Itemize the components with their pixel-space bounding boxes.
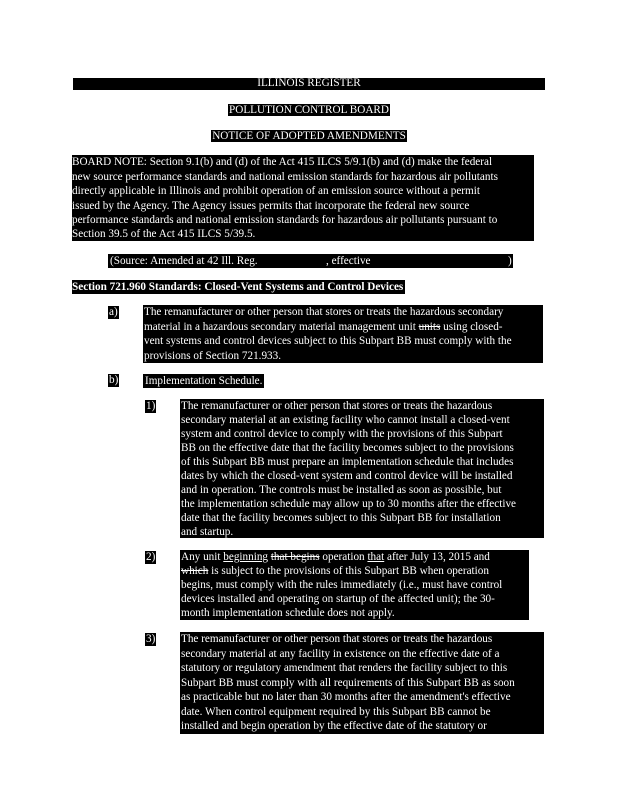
para-b1-line: The remanufacturer or other person that stores or treats the hazardous bbox=[181, 400, 493, 412]
struck-text: that begins bbox=[270, 551, 320, 563]
board-note-line: issued by the Agency. The Agency issues permits that incorporate the federal new source bbox=[72, 199, 470, 212]
board-note-line: new source performance standards and national emission standards for hazardous air pollutants bbox=[72, 170, 498, 183]
paragraph-b3 bbox=[180, 632, 544, 734]
para-a-line: vent systems and control devices subject to this Subpart BB must comply with the bbox=[144, 335, 512, 347]
para-b1-label: 1) bbox=[146, 400, 156, 412]
board-title-text: POLLUTION CONTROL BOARD bbox=[229, 104, 389, 116]
source-end: ) bbox=[508, 255, 512, 267]
para-b2-line: begins, must comply with the rules immediately (i.e., must have control bbox=[181, 579, 503, 591]
para-a-text: material in a hazardous secondary material management unit bbox=[144, 320, 419, 333]
source-start: (Source: Amended at 42 Ill. Reg. bbox=[110, 255, 258, 267]
notice-title-text: NOTICE OF ADOPTED AMENDMENTS bbox=[212, 130, 406, 142]
source-note bbox=[108, 254, 513, 268]
source-middle: , effective bbox=[326, 255, 371, 267]
board-note bbox=[72, 155, 534, 241]
board-note-line: performance standards and national emission standards for hazardous air pollutants pursuant to bbox=[72, 214, 498, 226]
para-b3-line: Subpart BB must comply with all requirements of this Subpart BB as soon bbox=[181, 676, 515, 689]
para-b-label: b) bbox=[109, 374, 119, 386]
register-title: ILLINOIS REGISTER bbox=[257, 77, 361, 89]
para-b1-line: date that the facility becomes subject to this Subpart BB for installation bbox=[181, 512, 501, 524]
para-b1-line: dates by which the closed-vent system and control device will be installed bbox=[181, 470, 513, 482]
board-note-line: BOARD NOTE: Section 9.1(b) and (d) of the Act 415 ILCS 5/9.1(b) and (d) make the federal bbox=[72, 156, 493, 168]
para-a-line: provisions of Section 721.933. bbox=[144, 349, 282, 362]
section-heading: Section 721.960 Standards: Closed-Vent Systems and Control Devices bbox=[72, 281, 404, 293]
para-b1-line: the implementation schedule may allow up to 30 months after the effective bbox=[181, 498, 517, 510]
board-note-line: directly applicable in Illinois and prohibit operation of an emission source without a permit bbox=[72, 185, 480, 197]
para-b1-line: system and control device to comply with the provisions of this Subpart bbox=[181, 428, 503, 440]
para-b2-text: Any unit bbox=[181, 551, 224, 563]
para-b1-line: and startup. bbox=[181, 526, 234, 538]
inserted-text: beginning bbox=[223, 551, 269, 563]
paragraph-a bbox=[143, 305, 543, 363]
para-b3-line: installed and begin operation by the effective date of the statutory or bbox=[181, 720, 487, 732]
para-b2-line bbox=[181, 550, 490, 565]
para-a-label: a) bbox=[109, 306, 118, 318]
inserted-text: that bbox=[367, 551, 385, 563]
paragraph-b1 bbox=[180, 399, 544, 538]
para-b3-line: statutory or regulatory amendment that renders the facility subject to this bbox=[181, 662, 508, 674]
para-b3-line: date. When control equipment required by this Subpart BB cannot be bbox=[181, 705, 491, 718]
board-title bbox=[0, 104, 618, 117]
para-b2-line: month implementation schedule does not apply. bbox=[181, 607, 395, 619]
board-note-line: Section 39.5 of the Act 415 ILCS 5/39.5. bbox=[72, 228, 256, 240]
para-b3-line: secondary material at any facility in existence on the effective date of a bbox=[181, 647, 500, 660]
para-b2-line: devices installed and operating on startup of the affected unit); the 30- bbox=[181, 593, 495, 605]
para-b1-line: secondary material at an existing facility who cannot install a closed-vent bbox=[181, 414, 510, 426]
para-b2-text: operation bbox=[319, 551, 368, 563]
para-b2-text: is subject to the provisions of this Subpart BB when operation bbox=[208, 565, 489, 577]
para-b3-line: The remanufacturer or other person that stores or treats the hazardous bbox=[181, 633, 493, 645]
notice-title bbox=[0, 130, 618, 143]
para-b3-label: 3) bbox=[146, 633, 156, 645]
para-a-line: The remanufacturer or other person that stores or treats the hazardous secondary bbox=[144, 306, 504, 318]
para-b2-label: 2) bbox=[146, 551, 156, 563]
para-b1-line: and in operation. The controls must be installed as soon as possible, but bbox=[181, 484, 502, 496]
para-b1-line: of this Subpart BB must prepare an implementation schedule that includes bbox=[181, 456, 514, 468]
para-a-text: using closed- bbox=[440, 320, 503, 333]
para-b2-line bbox=[181, 564, 489, 579]
para-b2-text: after July 13, 2015 and bbox=[384, 551, 490, 563]
paragraph-b2 bbox=[180, 550, 529, 620]
struck-text: units bbox=[418, 320, 441, 333]
struck-text: which bbox=[181, 565, 209, 577]
para-b-title: Implementation Schedule. bbox=[145, 375, 263, 387]
para-b1-line: BB on the effective date that the facility becomes subject to the provisions bbox=[181, 442, 514, 454]
para-a-line bbox=[144, 320, 503, 335]
para-b3-line: as practicable but no later than 30 months after the amendment's effective bbox=[181, 691, 511, 703]
